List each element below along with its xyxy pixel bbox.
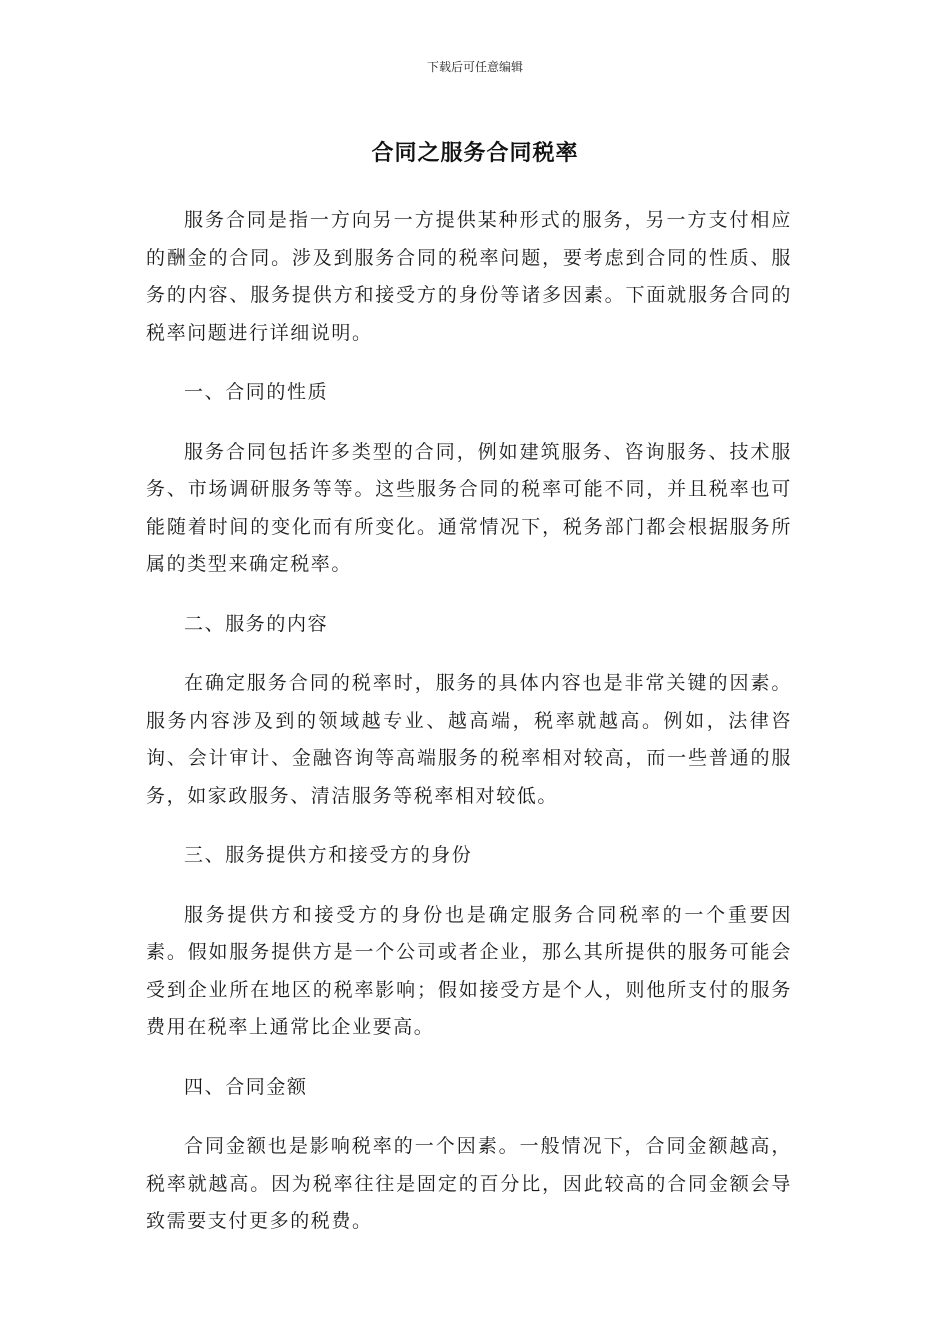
section-paragraph-identity: 服务提供方和接受方的身份也是确定服务合同税率的一个重要因素。假如服务提供方是一个公司或者企业，那么其所提供的服务可能会受到企业所在地区的税率影响；假如接受方是个人，则他所支付的服务费用在税率上通常比企业要高。 [146,903,792,1038]
section-heading-nature: 一、合同的性质 [184,381,329,403]
document-body [146,202,792,1263]
section-paragraph-nature: 服务合同包括许多类型的合同，例如建筑服务、咨询服务、技术服务、市场调研服务等等。这些服务合同的税率可能不同，并且税率也可能随着时间的变化而有所变化。通常情况下，税务部门都会根据服务所属的类型来确定税率。 [146,440,792,575]
page-title: 合同之服务合同税率 [371,141,579,166]
section-heading-content: 二、服务的内容 [184,612,329,635]
section-paragraph-content: 在确定服务合同的税率时，服务的具体内容也是非常关键的因素。服务内容涉及到的领域越专业、越高端，税率就越高。例如，法律咨询、会计审计、金融咨询等高端服务的税率相对较高，而一些普通的服务，如家政服务、清洁服务等税率相对较低。 [146,672,792,807]
header-note: 下载后可任意编辑 [426,60,523,74]
intro-paragraph: 服务合同是指一方向另一方提供某种形式的服务，另一方支付相应的酬金的合同。涉及到服务合同的税率问题，要考虑到合同的性质、服务的内容、服务提供方和接受方的身份等诸多因素。下面就服务合同的税率问题进行详细说明。 [146,209,792,344]
section-paragraph-amount: 合同金额也是影响税率的一个因素。一般情况下，合同金额越高，税率就越高。因为税率往往是固定的百分比，因此较高的合同金额会导致需要支付更多的税费。 [146,1135,792,1232]
section-heading-identity: 三、服务提供方和接受方的身份 [184,844,473,866]
section-heading-amount: 四、合同金额 [184,1075,308,1098]
